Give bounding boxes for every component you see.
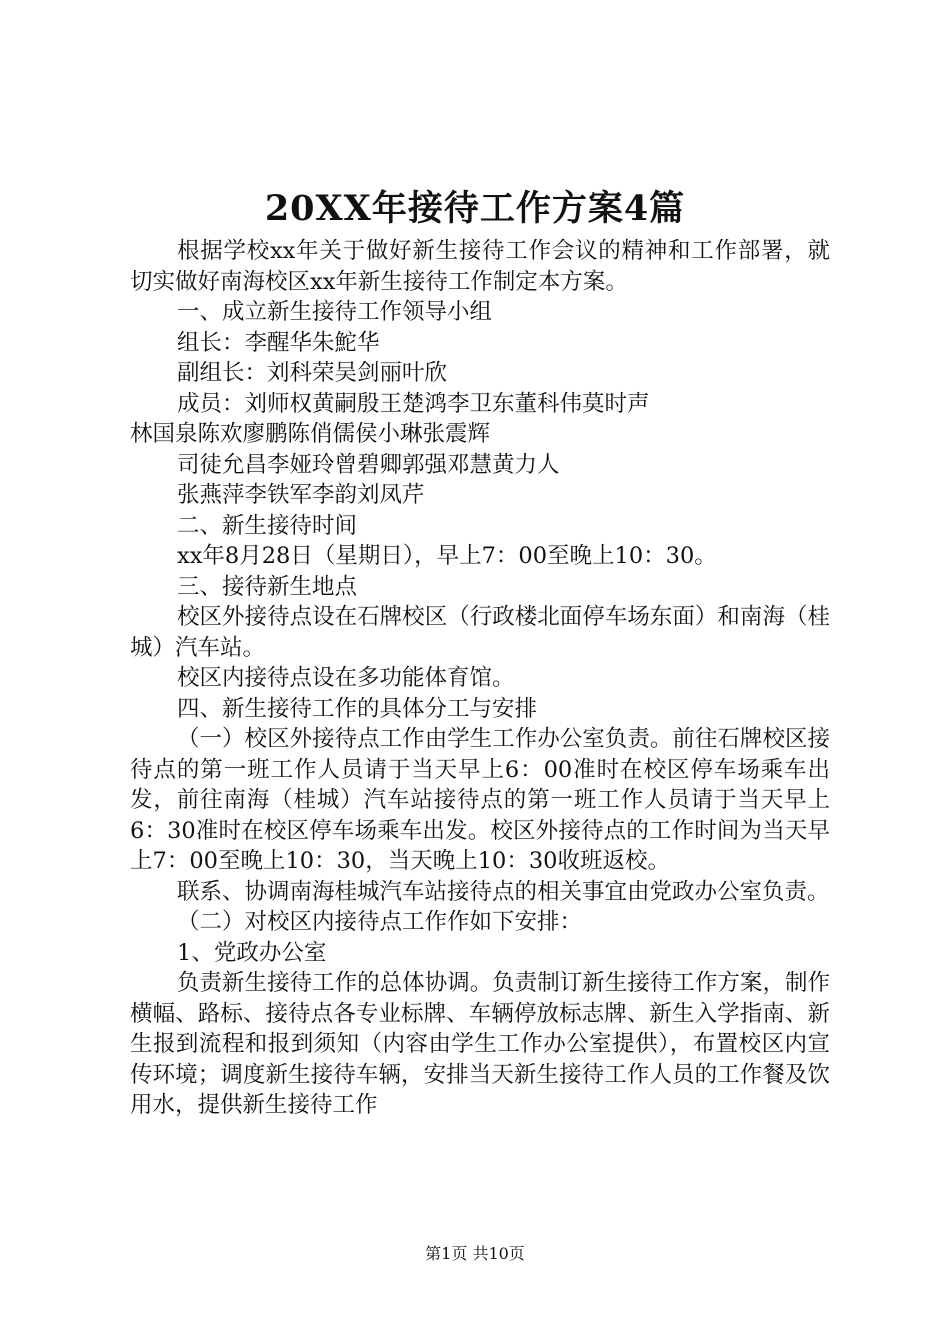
document-body bbox=[130, 236, 830, 1121]
section-heading-3: 三、接待新生地点 bbox=[177, 573, 358, 600]
section-heading-4: 四、新生接待工作的具体分工与安排 bbox=[177, 695, 538, 722]
paragraph-members: 成员：刘师权黄嗣殷王楚鸿李卫东董科伟莫时声 bbox=[177, 390, 650, 417]
paragraph-coordination: 联系、协调南海桂城汽车站接待点的相关事宜由党政办公室负责。 bbox=[177, 878, 830, 905]
paragraph-offsite-location: 校区外接待点设在石牌校区（行政楼北面停车场东面）和南海（桂城）汽车站。 bbox=[130, 604, 830, 661]
paragraph-onsite-location: 校区内接待点设在多功能体育馆。 bbox=[177, 665, 515, 691]
paragraph-offsite-arrangement: （一）校区外接待点工作由学生工作办公室负责。前往石牌校区接待点的第一班工作人员请于当天早上6：00准时在校区停车场乘车出发，前往南海（桂城）汽车站接待点的第一班工作人员请于当天早上6：30准时在校区停车场乘车出发。校区外接待点的工作时间为当天早上7：00至晚上10：30，当天晚上10：30收班返校。 bbox=[130, 726, 830, 874]
paragraph-members-line-4: 张燕萍李铁军李韵刘凤芹 bbox=[177, 482, 425, 508]
paragraph-intro: 根据学校xx年关于做好新生接待工作会议的精神和工作部署，就切实做好南海校区xx年新生接待工作制定本方案。 bbox=[130, 238, 830, 295]
paragraph-onsite-arrangement: （二）对校区内接待点工作作如下安排： bbox=[177, 909, 583, 935]
document-title: 20XX年接待工作方案4篇 bbox=[264, 188, 686, 229]
page-number: 第1页 共10页 bbox=[425, 1244, 525, 1263]
paragraph-office-duties: 负责新生接待工作的总体协调。负责制订新生接待工作方案，制作横幅、路标、接待点各专业标牌、车辆停放标志牌、新生入学指南、新生报到流程和报到须知（内容由学生工作办公室提供），布置校区内宣传环境；调度新生接待车辆，安排当天新生接待工作人员的工作餐及饮用水，提供新生接待工作 bbox=[130, 970, 830, 1118]
section-heading-1: 一、成立新生接待工作领导小组 bbox=[177, 299, 493, 325]
subsection-heading-office: 1、党政办公室 bbox=[177, 939, 327, 966]
paragraph-leader: 组长：李醒华朱鮀华 bbox=[177, 329, 380, 356]
paragraph-members-line-2: 林国泉陈欢廖鹏陈俏儒侯小琳张震辉 bbox=[130, 421, 491, 447]
section-heading-2: 二、新生接待时间 bbox=[177, 512, 358, 539]
paragraph-deputy-leader: 副组长：刘科荣吴剑丽叶欣 bbox=[177, 360, 448, 386]
paragraph-time: xx年8月28日（星期日），早上7：00至晚上10：30。 bbox=[177, 543, 717, 569]
paragraph-members-line-3: 司徒允昌李娅玲曾碧卿郭强邓慧黄力人 bbox=[177, 451, 560, 478]
